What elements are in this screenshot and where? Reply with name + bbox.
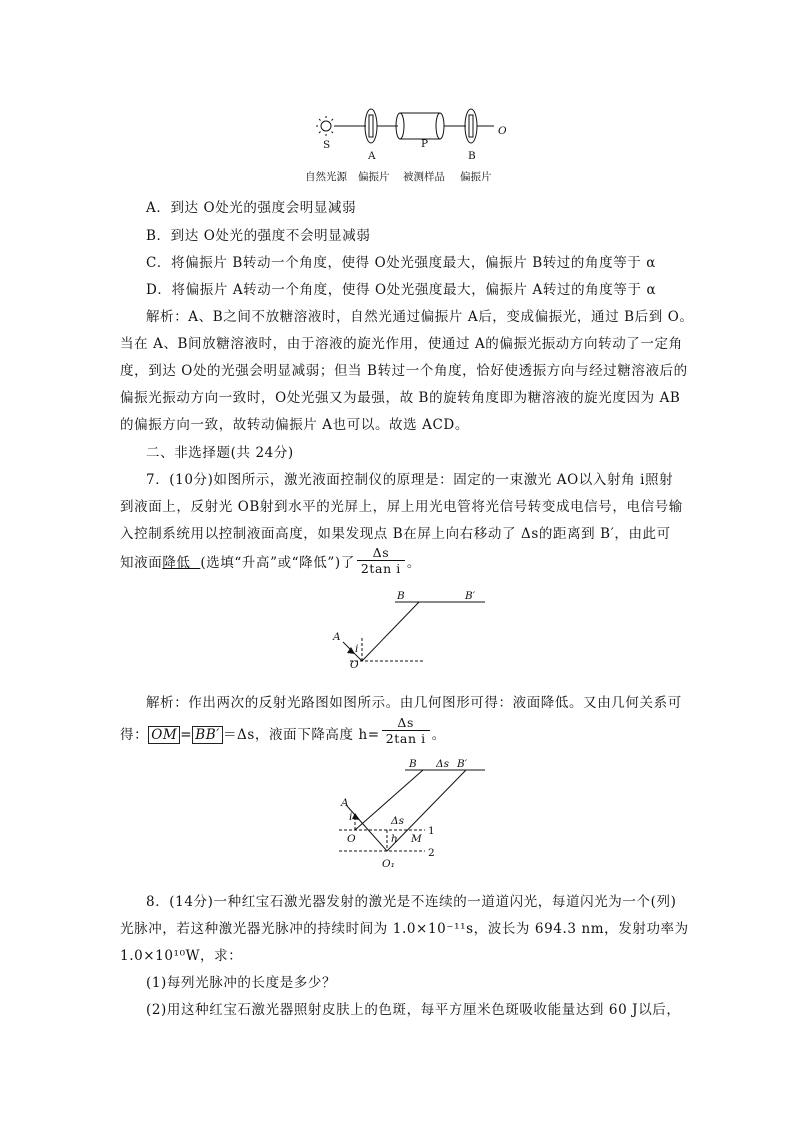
q7-line2: 到液面上，反射光 OB射到水平的光屏上，屏上用光电管将光信号转变成电信号，电信号输 xyxy=(120,499,683,515)
q8-sub1: (1)每列光脉冲的长度是多少？ xyxy=(146,975,337,991)
fig3-label-b: B xyxy=(409,758,417,770)
sample-tube xyxy=(436,113,444,139)
polarimeter-diagram xyxy=(300,96,520,186)
analysis7-line2: 得： OM = BB′ ＝Δs，液面下降高度 h= $\frac{\Delta s}{\text{2tan i}}$ 。 xyxy=(120,715,446,746)
section-heading: 二、非选择题(共 24分) xyxy=(146,445,294,461)
q8-line3: 1.0×10¹⁰W，求： xyxy=(120,948,243,964)
analysis6-line5: 的偏振方向一致，故转动偏振片 A也可以。故选 ACD。 xyxy=(120,417,469,433)
polarizer-a-ring xyxy=(365,109,377,143)
fig2-label-b-prime: B′ xyxy=(465,590,476,602)
q8-line1: 8．(14分)一种红宝石激光器发射的激光是不连续的一道道闪光，每道闪光为一个(列) xyxy=(146,894,677,910)
two-path-diagram xyxy=(335,758,468,873)
label-s: S xyxy=(323,139,331,151)
analysis7-fraction: $\frac{\Delta s}{\text{2tan i}}$ xyxy=(382,715,430,746)
reflection-diagram xyxy=(325,590,476,671)
polarizer-a xyxy=(369,115,373,137)
option-c: C．将偏振片 B转动一个角度，使得 O处光强度最大，偏振片 B转过的角度等于 α xyxy=(146,255,657,271)
fig2-label-a: A xyxy=(333,631,341,643)
q8-sub2: (2)用这种红宝石激光器照射皮肤上的色斑，每平方厘米色斑吸收能量达到 60 J以后， xyxy=(146,1002,681,1018)
label-o: O xyxy=(498,125,507,137)
fig2-label-i: i xyxy=(355,643,359,655)
caption-polarizer-2: 偏振片 xyxy=(460,171,492,183)
fig3-label-m: M xyxy=(411,833,422,845)
analysis6-line1: 解析：A、B之间不放糖溶液时，自然光通过偏振片 A后，变成偏振光，通过 B后到 O。 xyxy=(146,309,694,325)
fig3-label-o: O xyxy=(347,833,356,845)
analysis6-line4: 偏振光振动方向一致时，O处光强又为最强，故 B的旋转角度即为糖溶液的旋光度因为 AB xyxy=(120,390,681,406)
fig2-label-o: O xyxy=(350,659,359,671)
fig3-label-delta-s-top: Δs xyxy=(436,758,449,770)
fig3-label-level-1: 1 xyxy=(428,825,435,837)
fig3-label-delta-s-mid: Δs xyxy=(391,815,404,827)
fig3-label-i: i xyxy=(349,811,353,823)
label-a: A xyxy=(368,150,376,162)
option-a: A．到达 O处光的强度会明显减弱 xyxy=(146,200,357,216)
caption-sample: 被测样品 xyxy=(403,171,445,183)
polarizer-b xyxy=(469,115,473,137)
analysis6-line3: 度，到达 O处的光强会明显减弱；但当 B转过一个角度，恰好使透振方向与经过糖溶液后的 xyxy=(120,363,688,379)
option-b: B．到达 O处光的强度不会明显减弱 xyxy=(146,228,371,244)
fig2-label-b: B xyxy=(397,590,405,602)
segment-om: OM xyxy=(148,726,180,744)
q7-line3: 入控制系统用以控制液面高度，如果发现点 B在屏上向右移动了 Δs的距离到 B′，由此可 xyxy=(120,526,671,542)
polarizer-b-ring xyxy=(465,109,477,143)
sun-icon xyxy=(316,116,336,136)
label-b: B xyxy=(468,150,476,162)
q7-answer: 降低 xyxy=(162,555,191,571)
fig3-label-o1: O₁ xyxy=(382,858,395,870)
q7-fraction: $\frac{\Delta s}{\text{2tan i}}$ xyxy=(357,545,405,576)
analysis6-line2: 当在 A、B间放糖溶液时，由于溶液的旋光作用，使通过 A的偏振光振动方向转动了一定角 xyxy=(120,336,683,352)
q7-line4: 知液面降低 (选填“升高”或“降低”)了 $\frac{\Delta s}{\text{2tan i}}$ 。 xyxy=(120,545,422,576)
segment-bb: BB′ xyxy=(192,726,223,744)
analysis7-line1: 解析：作出两次的反射光路图如图所示。由几何图形可得：液面降低。又由几何关系可 xyxy=(146,695,682,711)
q8-line2: 光脉冲，若这种激光器光脉冲的持续时间为 1.0×10⁻¹¹s，波长为 694.3 nm，发射功率为 xyxy=(120,921,689,937)
label-p: P xyxy=(421,138,429,150)
option-d: D．将偏振片 A转动一个角度，使得 O处光强度最大，偏振片 A转过的角度等于 α xyxy=(146,282,657,298)
fig3-label-h: h xyxy=(391,833,398,845)
fig3-label-b-prime: B′ xyxy=(457,758,468,770)
fig3-label-level-2: 2 xyxy=(428,847,435,859)
q7-line1: 7．(10分)如图所示，激光液面控制仪的原理是：固定的一束激光 AO以入射角 i照射 xyxy=(146,472,674,488)
caption-polarizer-1: 偏振片 xyxy=(358,171,390,183)
fig3-label-a: A xyxy=(341,797,349,809)
caption-source: 自然光源 xyxy=(305,171,347,183)
